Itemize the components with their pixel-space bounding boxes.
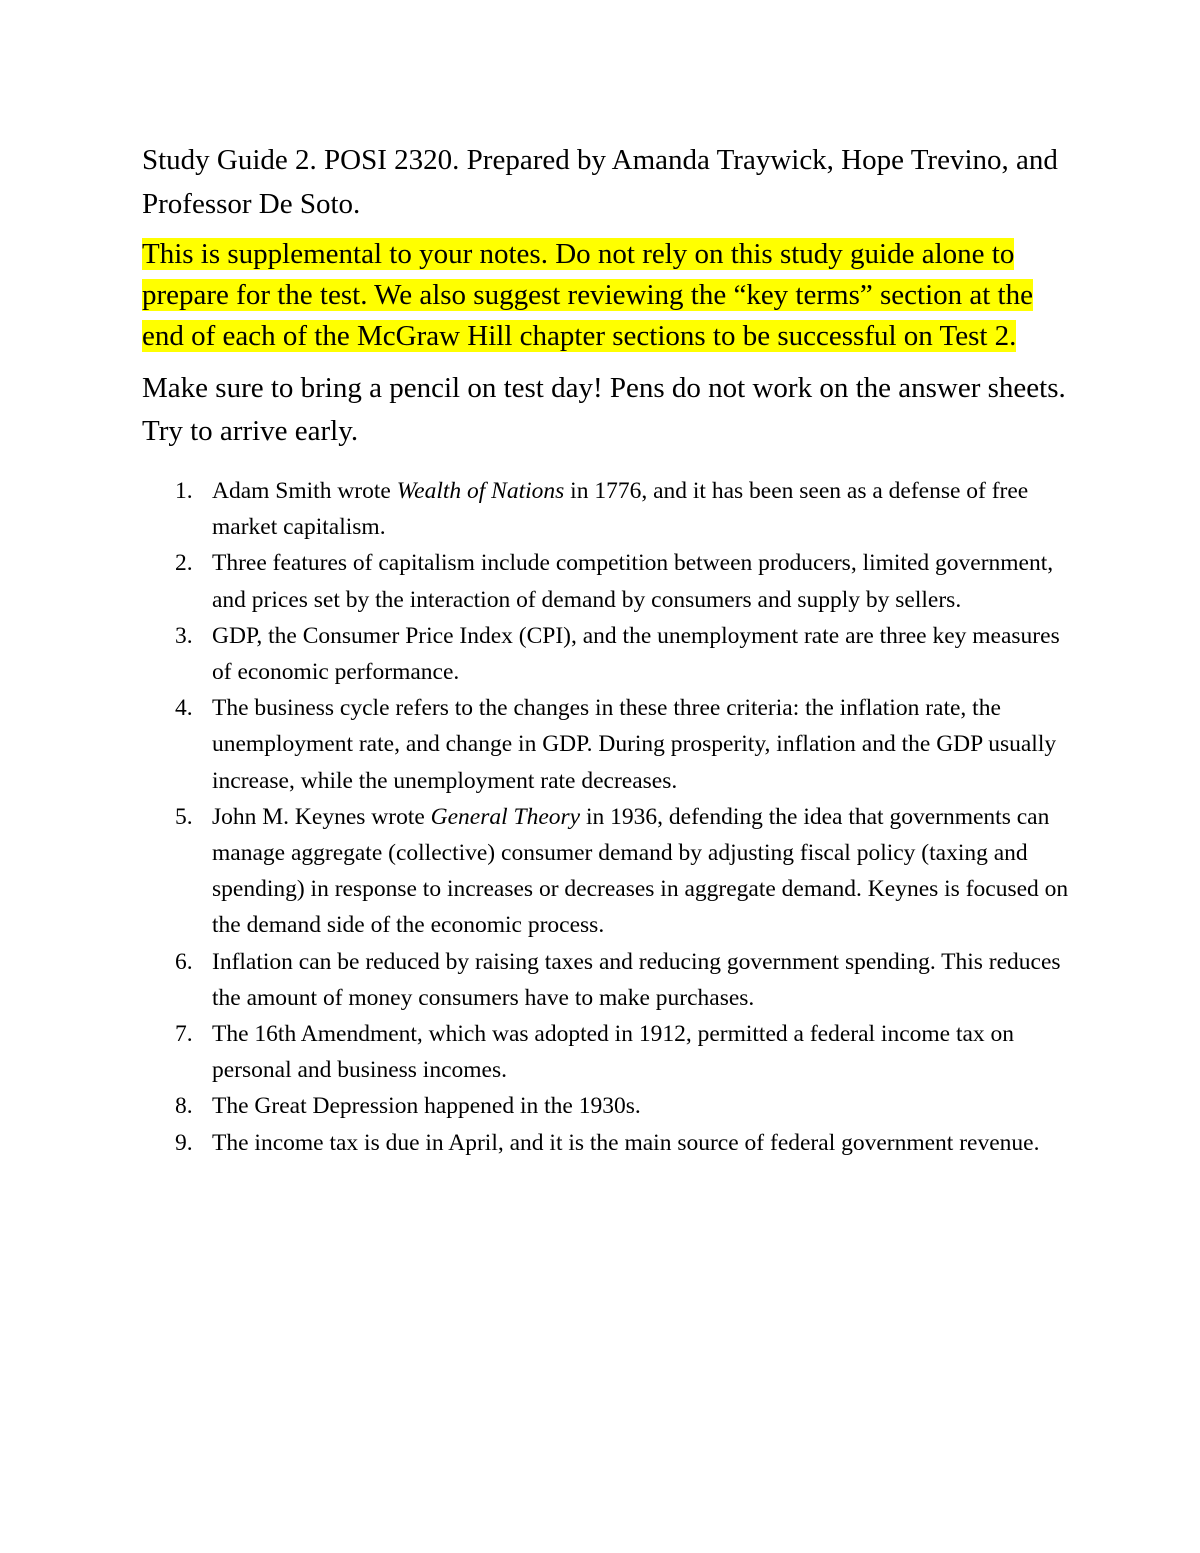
list-item <box>142 1088 1072 1124</box>
list-item-number: 6. <box>175 948 193 975</box>
supplemental-note-text: This is supplemental to your notes. Do not rely on this study guide alone to prepare for the test. We also suggest reviewing the “key terms” section at the end of each of the McGraw Hill chapter sections to be successful on Test 2. <box>142 238 1033 352</box>
list-item <box>142 473 1072 545</box>
list-item <box>142 690 1072 799</box>
list-item <box>142 1016 1072 1088</box>
book-title: General Theory <box>430 803 581 830</box>
document-title: Study Guide 2. POSI 2320. Prepared by Amanda Traywick, Hope Trevino, and Professor De Soto. <box>142 144 1058 220</box>
list-item-number: 9. <box>175 1129 193 1156</box>
list-item-number: 4. <box>175 695 193 722</box>
list-item-number: 2. <box>175 550 193 577</box>
list-item-number: 5. <box>175 803 193 830</box>
list-item <box>142 1125 1072 1161</box>
list-item-text: in 1776, and it has been seen as a defense of free market capitalism. <box>212 478 1029 541</box>
study-points-list <box>142 473 1072 1161</box>
list-item-number: 8. <box>175 1093 193 1120</box>
list-item-text: The 16th Amendment, which was adopted in 1912, permitted a federal income tax on personal and business incomes. <box>212 1021 1015 1084</box>
list-item-number: 7. <box>175 1021 193 1048</box>
list-item-text: Inflation can be reduced by raising taxes and reducing government spending. This reduces the amount of money consumers have to make purchases. <box>212 948 1061 1011</box>
list-item-text: The income tax is due in April, and it is the main source of federal government revenue. <box>212 1129 1040 1156</box>
list-item-text: The business cycle refers to the changes in these three criteria: the inflation rate, the unemployment rate, and change in GDP. During prosperity, inflation and the GDP usually increase, while the unemployment rate decreases. <box>212 695 1057 794</box>
list-item <box>142 944 1072 1016</box>
list-item-text: John M. Keynes wrote <box>212 803 431 830</box>
list-item-number: 3. <box>175 622 193 649</box>
book-title: Wealth of Nations <box>396 478 565 504</box>
list-item-text: Three features of capitalism include competition between producers, limited government, and prices set by the interaction of demand by consumers and supply by sellers. <box>212 550 1054 613</box>
list-item-text: The Great Depression happened in the 1930s. <box>212 1093 641 1120</box>
list-item <box>142 799 1072 944</box>
list-item-text: in 1936, defending the idea that governments can manage aggregate (collective) consumer demand by adjusting fiscal policy (taxing and spending) in response to increases or decreases in aggregate demand. Keynes is focused on the demand side of the economic process. <box>212 803 1069 939</box>
list-item <box>142 618 1072 690</box>
document-page <box>142 138 1072 1161</box>
list-item-number: 1. <box>175 478 193 504</box>
list-item-text: Adam Smith wrote <box>212 478 397 504</box>
list-item <box>142 545 1072 617</box>
list-item-text: GDP, the Consumer Price Index (CPI), and the unemployment rate are three key measures of economic performance. <box>212 622 1060 686</box>
test-day-reminder: Make sure to bring a pencil on test day! Pens do not work on the answer sheets. Try to arrive early. <box>142 372 1066 447</box>
supplemental-note <box>142 234 1072 357</box>
